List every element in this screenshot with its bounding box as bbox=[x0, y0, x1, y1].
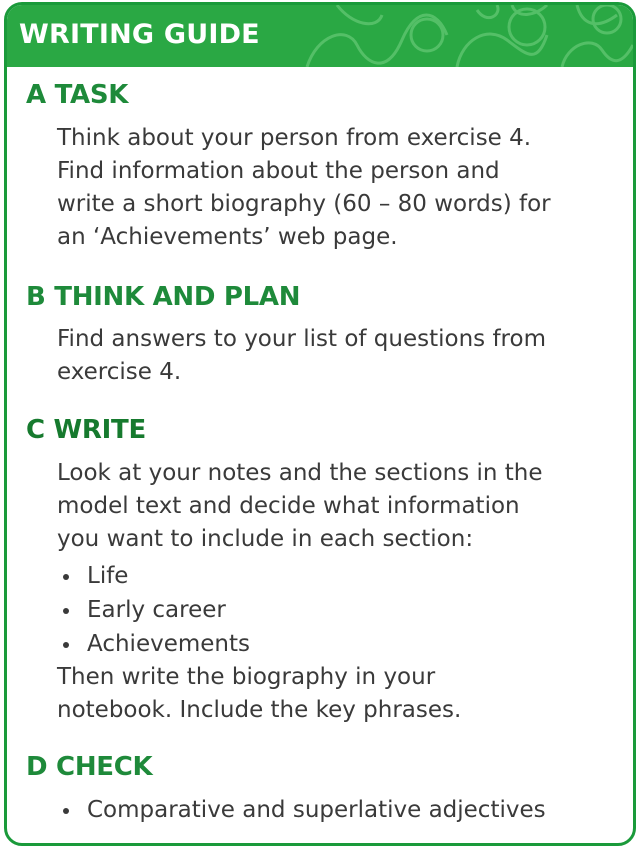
section-a-line: an ‘Achievements’ web page. bbox=[57, 224, 398, 250]
bullet-icon bbox=[63, 808, 69, 814]
bullet-text: Comparative and superlative adjectives bbox=[87, 797, 546, 823]
section-c-line: model text and decide what information bbox=[57, 493, 520, 519]
bullet-text: Achievements bbox=[87, 631, 250, 657]
section-c-line: Look at your notes and the sections in the bbox=[57, 460, 543, 486]
list-item bbox=[57, 559, 250, 593]
bullet-text: Life bbox=[87, 563, 129, 589]
writing-guide-title: WRITING GUIDE bbox=[19, 19, 260, 50]
bullet-icon bbox=[63, 608, 69, 614]
section-b-line: Find answers to your list of questions from bbox=[57, 326, 546, 352]
bullet-icon bbox=[63, 642, 69, 648]
writing-guide-header bbox=[7, 5, 633, 67]
section-c-heading: C WRITE bbox=[26, 415, 146, 445]
section-d-bullet-list bbox=[57, 793, 546, 827]
section-b-line: exercise 4. bbox=[57, 359, 182, 385]
section-d-heading: D CHECK bbox=[26, 752, 153, 782]
section-b-text bbox=[57, 323, 546, 389]
section-a-line: Think about your person from exercise 4. bbox=[57, 125, 532, 151]
section-a-heading: A TASK bbox=[26, 80, 129, 110]
bullet-text: Early career bbox=[87, 597, 226, 623]
list-item bbox=[57, 627, 250, 661]
section-b-heading: B THINK AND PLAN bbox=[26, 282, 301, 312]
list-item bbox=[57, 593, 250, 627]
section-c-line: you want to include in each section: bbox=[57, 526, 474, 552]
section-a-line: Find information about the person and bbox=[57, 158, 500, 184]
list-item bbox=[57, 793, 546, 827]
section-c-text bbox=[57, 457, 543, 556]
writing-guide-box bbox=[4, 2, 636, 846]
section-c-closing-line: Then write the biography in your bbox=[57, 664, 436, 690]
section-c-closing-line: notebook. Include the key phrases. bbox=[57, 697, 462, 723]
bullet-icon bbox=[63, 574, 69, 580]
section-c-bullet-list bbox=[57, 559, 250, 661]
section-a-line: write a short biography (60 – 80 words) for bbox=[57, 191, 551, 217]
section-a-text bbox=[57, 122, 551, 254]
section-c-closing-text bbox=[57, 661, 461, 727]
